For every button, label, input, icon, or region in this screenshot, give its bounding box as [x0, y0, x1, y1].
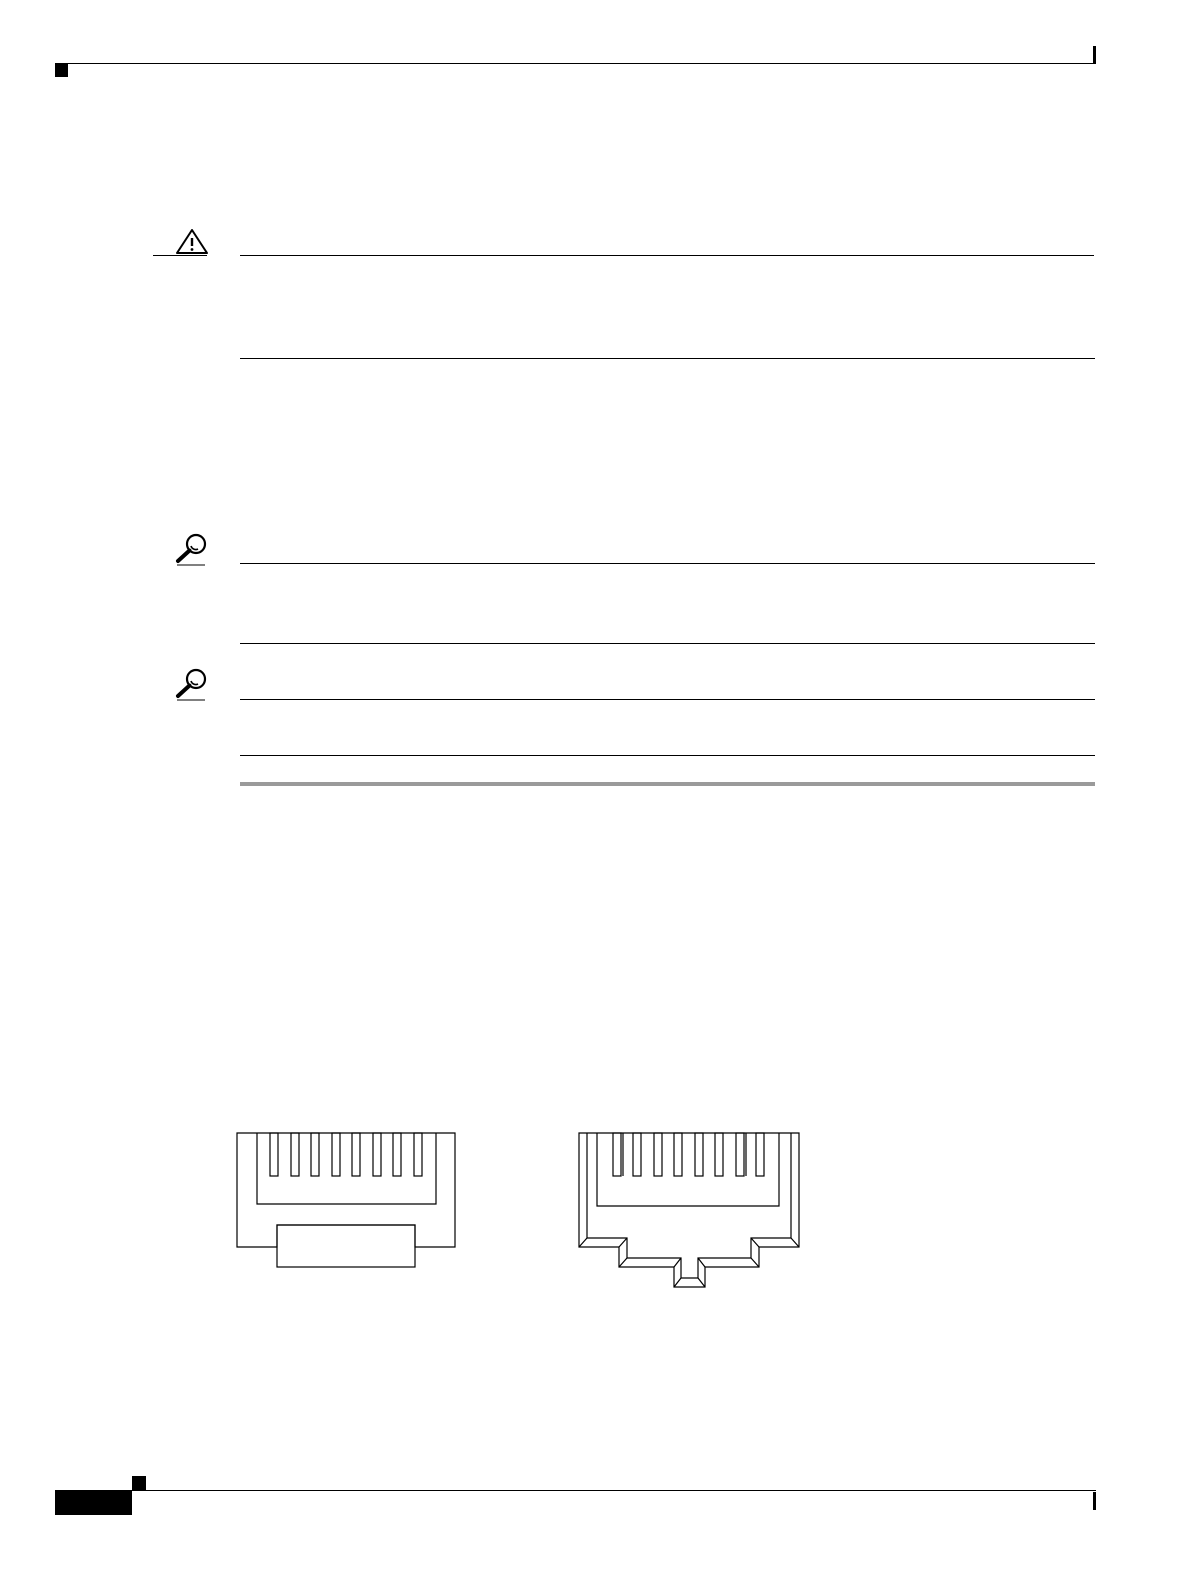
tip1-bottom-rule [240, 643, 1095, 644]
header-corner-square [55, 64, 68, 77]
footer-rule [55, 1490, 1096, 1491]
caution-triangle-icon [174, 227, 210, 257]
footer-page-tab [55, 1490, 132, 1515]
caution-top-rule [240, 255, 1094, 256]
magnifier-tip-icon [174, 667, 210, 701]
procedure-end-rule [240, 782, 1095, 786]
footer-right-tick [1093, 1492, 1096, 1510]
rj45-jack-illustration [235, 1130, 460, 1270]
caution-bottom-rule [240, 358, 1095, 359]
caution-icon-underline [153, 255, 207, 256]
jack-contact-pins [270, 1133, 422, 1176]
tip1-top-rule [240, 563, 1095, 564]
rj45-plug-illustration [577, 1130, 802, 1290]
plug-contact-blades [613, 1133, 764, 1176]
footer-corner-square [132, 1476, 146, 1490]
header-right-tick [1093, 46, 1096, 64]
magnifier-tip-icon [174, 532, 210, 566]
header-rule [55, 63, 1096, 64]
tip2-top-rule [240, 699, 1095, 700]
tip2-bottom-rule [240, 755, 1095, 756]
